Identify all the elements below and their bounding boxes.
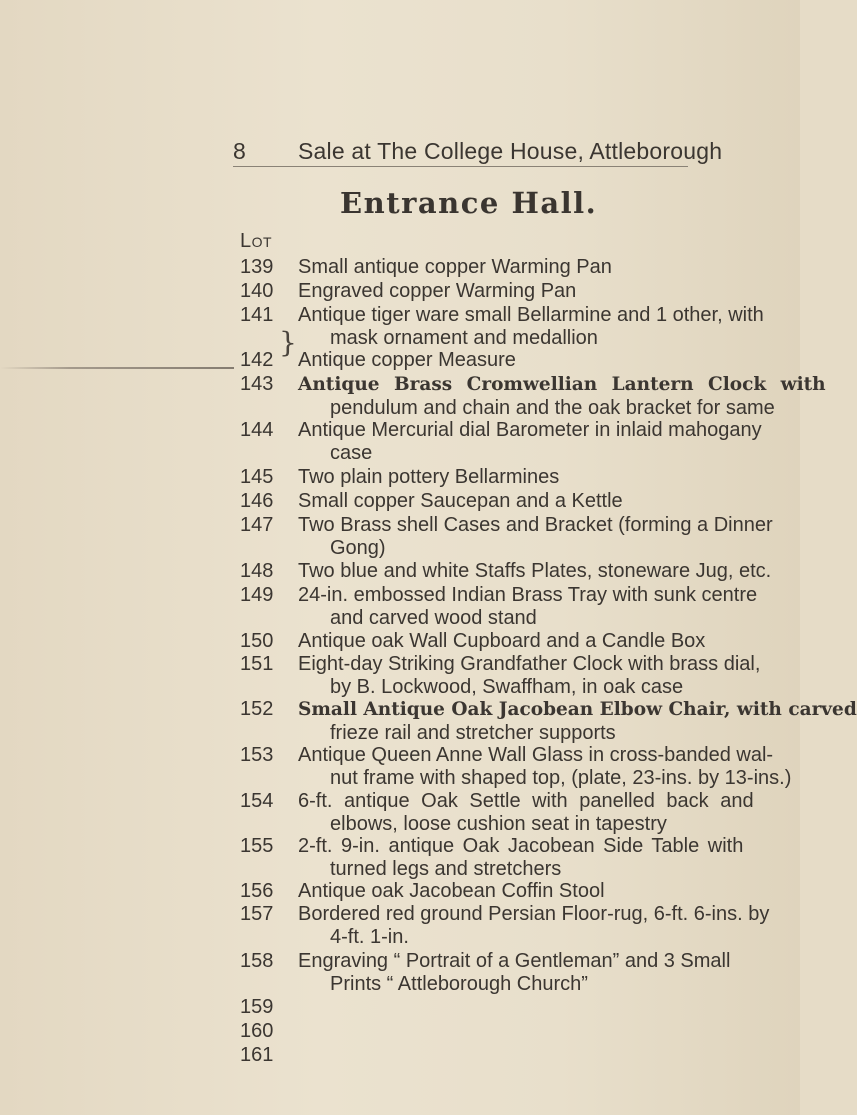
lot-description-continued: and carved wood stand bbox=[330, 607, 537, 629]
lot-number: 157 bbox=[240, 903, 274, 925]
lot-number: 160 bbox=[240, 1020, 274, 1042]
lot-description: Antique tiger ware small Bellarmine and 1 other, with bbox=[298, 304, 764, 326]
lot-number: 142 bbox=[240, 349, 274, 371]
lot-description: Antique oak Wall Cupboard and a Candle Box bbox=[298, 630, 706, 652]
lot-description: Antique Queen Anne Wall Glass in cross-banded wal- bbox=[298, 744, 774, 766]
lot-number: 143 bbox=[240, 373, 274, 395]
lot-number: 150 bbox=[240, 630, 274, 652]
lot-description: Two Brass shell Cases and Bracket (forming a Dinner bbox=[298, 514, 773, 536]
lot-description-continued: turned legs and stretchers bbox=[330, 858, 562, 880]
lot-description-continued: frieze rail and stretcher supports bbox=[330, 722, 616, 744]
lot-number: 153 bbox=[240, 744, 274, 766]
lot-number: 161 bbox=[240, 1044, 274, 1066]
header-rule bbox=[233, 166, 688, 167]
brace-mark: } bbox=[279, 326, 297, 359]
lot-description-continued: 4-ft. 1-in. bbox=[330, 926, 409, 948]
lot-number: 158 bbox=[240, 950, 274, 972]
lot-number: 152 bbox=[240, 698, 274, 720]
lot-description: Two blue and white Staffs Plates, stoneware Jug, etc. bbox=[298, 560, 772, 582]
lot-number: 154 bbox=[240, 790, 274, 812]
lot-number: 141 bbox=[240, 304, 274, 326]
lot-column-heading: Lot bbox=[240, 230, 273, 252]
lot-number: 156 bbox=[240, 880, 274, 902]
lot-description-continued: Gong) bbox=[330, 537, 386, 559]
lot-description-continued: elbows, loose cushion seat in tapestry bbox=[330, 813, 667, 835]
page-number: 8 bbox=[233, 138, 246, 164]
lot-number: 151 bbox=[240, 653, 274, 675]
lot-description-continued: case bbox=[330, 442, 373, 464]
lot-description-continued: mask ornament and medallion bbox=[330, 327, 598, 349]
lot-description: 24-in. embossed Indian Brass Tray with sunk centre bbox=[298, 584, 758, 606]
lot-description: Small Antique Oak Jacobean Elbow Chair, with carved bbox=[298, 699, 857, 720]
lot-description-continued: by B. Lockwood, Swaffham, in oak case bbox=[330, 676, 684, 698]
lot-description: Eight-day Striking Grandfather Clock with brass dial, bbox=[298, 653, 761, 675]
lot-number: 149 bbox=[240, 584, 274, 606]
lot-description: Engraved copper Warming Pan bbox=[298, 280, 577, 302]
lot-description-continued: pendulum and chain and the oak bracket for same bbox=[330, 397, 775, 419]
lot-description: Small copper Saucepan and a Kettle bbox=[298, 490, 623, 512]
lot-number: 145 bbox=[240, 466, 274, 488]
lot-description: Small antique copper Warming Pan bbox=[298, 256, 612, 278]
lot-number: 148 bbox=[240, 560, 274, 582]
lot-description: Engraving “ Portrait of a Gentleman” and 3 Small bbox=[298, 950, 731, 972]
lot-description-continued: nut frame with shaped top, (plate, 23-ins. by 13-ins.) bbox=[330, 767, 792, 789]
lot-number: 144 bbox=[240, 419, 274, 441]
lot-description: Antique Brass Cromwellian Lantern Clock with bbox=[298, 374, 826, 395]
running-head: Sale at The College House, Attleborough bbox=[298, 138, 723, 164]
lot-number: 155 bbox=[240, 835, 274, 857]
lot-description: Two plain pottery Bellarmines bbox=[298, 466, 560, 488]
lot-description: 6-ft. antique Oak Settle with panelled back and bbox=[298, 790, 754, 812]
lot-description-continued: Prints “ Attleborough Church” bbox=[330, 973, 588, 995]
lot-number: 139 bbox=[240, 256, 274, 278]
lot-number: 146 bbox=[240, 490, 274, 512]
lot-number: 140 bbox=[240, 280, 274, 302]
page-header bbox=[0, 136, 800, 176]
lot-description: Antique Mercurial dial Barometer in inlaid mahogany bbox=[298, 419, 762, 441]
lot-number: 159 bbox=[240, 996, 274, 1018]
lot-description: Bordered red ground Persian Floor-rug, 6-ft. 6-ins. by bbox=[298, 903, 770, 925]
lot-description: 2-ft. 9-in. antique Oak Jacobean Side Table with bbox=[298, 835, 744, 857]
lot-description: Antique copper Measure bbox=[298, 349, 516, 371]
margin-pencil-mark bbox=[0, 367, 234, 369]
section-title: Entrance Hall. bbox=[340, 186, 598, 220]
lot-description: Antique oak Jacobean Coffin Stool bbox=[298, 880, 605, 902]
lot-number: 147 bbox=[240, 514, 274, 536]
